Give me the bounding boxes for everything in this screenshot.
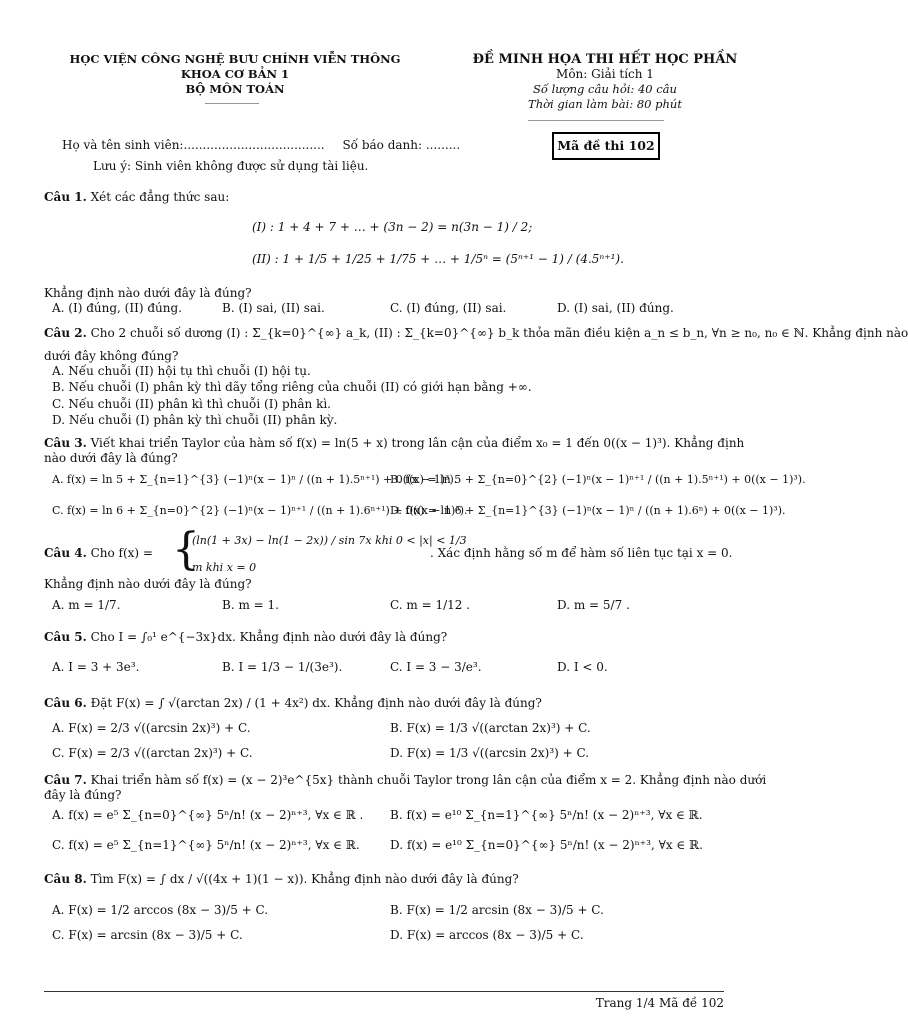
q4-option-c[interactable]: C. m = 1/12 .	[390, 598, 471, 612]
q8-option-b[interactable]: B. F(x) = 1/2 arcsin (8x − 3)/5 + C.	[390, 903, 604, 917]
q3-label: Câu 3.	[44, 436, 87, 450]
student-info-line	[62, 138, 460, 152]
q5-option-a[interactable]: A. I = 3 + 3e³.	[52, 660, 140, 674]
exam-subject: Môn: Giải tích 1	[556, 67, 654, 81]
q4-brace: {	[172, 524, 200, 575]
q8-label: Câu 8.	[44, 872, 87, 886]
q2-label: Câu 2.	[44, 326, 87, 340]
q8-stem	[44, 872, 519, 887]
q6-stem	[44, 696, 542, 711]
student-id-field: Số báo danh: .........	[342, 138, 461, 152]
q2-option-a[interactable]: A. Nếu chuỗi (II) hội tụ thì chuỗi (I) hội tụ.	[52, 364, 311, 378]
q6-option-d[interactable]: D. F(x) = 1/3 √((arcsin 2x)³) + C.	[390, 746, 590, 760]
q3-stem	[44, 436, 745, 451]
page-footer: Trang 1/4 Mã đề 102	[595, 996, 724, 1010]
q3-text: Viết khai triển Taylor của hàm số f(x) = ln(5 + x) trong lân cận của điểm x₀ = 1 đến 0((x − 1)³). Khẳng định	[90, 436, 745, 450]
q7-option-a[interactable]: A. f(x) = e⁵ Σ_{n=0}^{∞} 5ⁿ/n! (x − 2)ⁿ⁺³, ∀x ∈ ℝ .	[52, 808, 364, 822]
q3-option-a[interactable]: A. f(x) = ln 5 + Σ_{n=1}^{3} (−1)ⁿ(x − 1)ⁿ / ((n + 1).5ⁿ⁺¹) + 0((x − 1)³).	[52, 473, 458, 486]
student-name-field: Họ và tên sinh viên:.....................................	[62, 138, 325, 152]
q5-stem	[44, 630, 447, 645]
q1-equation-2: (II) : 1 + 1/5 + 1/25 + 1/75 + … + 1/5ⁿ = (5ⁿ⁺¹ − 1) / (4.5ⁿ⁺¹).	[252, 252, 624, 266]
q7-label: Câu 7.	[44, 773, 87, 787]
q4-label: Câu 4.	[44, 546, 87, 560]
q8-text: Tìm F(x) = ∫ dx / √((4x + 1)(1 − x)). Khẳng định nào dưới đây là đúng?	[90, 872, 519, 886]
q8-option-d[interactable]: D. F(x) = arccos (8x − 3)/5 + C.	[390, 928, 584, 942]
q1-option-d[interactable]: D. (I) sai, (II) đúng.	[557, 301, 674, 315]
q1-label: Câu 1.	[44, 190, 87, 204]
q2-stem	[44, 326, 908, 341]
q4-stem	[44, 546, 153, 561]
q5-option-c[interactable]: C. I = 3 − 3/e³.	[390, 660, 482, 674]
q4-option-a[interactable]: A. m = 1/7.	[52, 598, 121, 612]
q3-text-continued: nào dưới đây là đúng?	[44, 451, 178, 465]
q3-option-b[interactable]: B. f(x) = ln 5 + Σ_{n=0}^{2} (−1)ⁿ(x − 1)ⁿ⁺¹ / ((n + 1).5ⁿ⁺¹) + 0((x − 1)³).	[390, 473, 806, 486]
exam-time: Thời gian làm bài: 80 phút	[528, 97, 682, 111]
q2-text-continued: dưới đây không đúng?	[44, 349, 179, 363]
exam-note: Lưu ý: Sinh viên không được sử dụng tài liệu.	[93, 159, 369, 173]
q8-option-a[interactable]: A. F(x) = 1/2 arccos (8x − 3)/5 + C.	[52, 903, 269, 917]
q7-option-d[interactable]: D. f(x) = e¹⁰ Σ_{n=0}^{∞} 5ⁿ/n! (x − 2)ⁿ⁺³, ∀x ∈ ℝ.	[390, 838, 703, 852]
exam-question-count: Số lượng câu hỏi: 40 câu	[533, 82, 677, 96]
q4-option-b[interactable]: B. m = 1.	[222, 598, 279, 612]
q1-equation-1: (I) : 1 + 4 + 7 + … + (3n − 2) = n(3n − 1) / 2;	[252, 220, 533, 234]
q6-option-c[interactable]: C. F(x) = 2/3 √((arctan 2x)³) + C.	[52, 746, 253, 760]
q5-label: Câu 5.	[44, 630, 87, 644]
q2-option-b[interactable]: B. Nếu chuỗi (I) phân kỳ thì dãy tổng riêng của chuỗi (II) có giới hạn bằng +∞.	[52, 380, 532, 394]
q4-option-d[interactable]: D. m = 5/7 .	[557, 598, 630, 612]
q1-option-c[interactable]: C. (I) đúng, (II) sai.	[390, 301, 507, 315]
q1-stem	[44, 190, 229, 205]
q4-case-1: (ln(1 + 3x) − ln(1 − 2x)) / sin 7x khi 0 < |x| < 1/3	[192, 534, 467, 547]
q1-option-b[interactable]: B. (I) sai, (II) sai.	[222, 301, 325, 315]
q6-option-a[interactable]: A. F(x) = 2/3 √((arcsin 2x)³) + C.	[52, 721, 251, 735]
q2-option-c[interactable]: C. Nếu chuỗi (II) phân kì thì chuỗi (I) phân kì.	[52, 397, 331, 411]
q7-text-continued: đây là đúng?	[44, 788, 122, 802]
q6-option-b[interactable]: B. F(x) = 1/3 √((arctan 2x)³) + C.	[390, 721, 591, 735]
q3-option-d[interactable]: D. f(x) = ln 6 + Σ_{n=1}^{3} (−1)ⁿ(x − 1)ⁿ / ((n + 1).6ⁿ) + 0((x − 1)³).	[390, 504, 786, 517]
q1-option-a[interactable]: A. (I) đúng, (II) đúng.	[52, 301, 182, 315]
institution-header	[40, 52, 430, 97]
q2-option-d[interactable]: D. Nếu chuỗi (I) phân kỳ thì chuỗi (II) phân kỳ.	[52, 413, 338, 427]
q1-text: Xét các đẳng thức sau:	[90, 190, 230, 204]
exam-code-box: Mã đề thi 102	[552, 132, 660, 160]
header-divider-right	[528, 120, 664, 121]
q1-prompt: Khẳng định nào dưới đây là đúng?	[44, 286, 252, 300]
q8-option-c[interactable]: C. F(x) = arcsin (8x − 3)/5 + C.	[52, 928, 243, 942]
q4-case-2: m khi x = 0	[192, 561, 257, 574]
faculty-name: KHOA CƠ BẢN 1	[180, 67, 290, 81]
q6-label: Câu 6.	[44, 696, 87, 710]
header-divider-left	[205, 103, 259, 104]
q5-option-b[interactable]: B. I = 1/3 − 1/(3e³).	[222, 660, 343, 674]
q5-text: Cho I = ∫₀¹ e^{−3x}dx. Khẳng định nào dưới đây là đúng?	[90, 630, 448, 644]
q7-option-c[interactable]: C. f(x) = e⁵ Σ_{n=1}^{∞} 5ⁿ/n! (x − 2)ⁿ⁺³, ∀x ∈ ℝ.	[52, 838, 360, 852]
institution-name: HỌC VIỆN CÔNG NGHỆ BƯU CHÍNH VIỄN THÔNG	[69, 52, 401, 66]
q7-stem	[44, 773, 767, 788]
footer-rule	[44, 991, 724, 992]
q7-option-b[interactable]: B. f(x) = e¹⁰ Σ_{n=1}^{∞} 5ⁿ/n! (x − 2)ⁿ⁺³, ∀x ∈ ℝ.	[390, 808, 703, 822]
q2-text: Cho 2 chuỗi số dương (I) : Σ_{k=0}^{∞} a_k, (II) : Σ_{k=0}^{∞} b_k thỏa mãn điều kiện a_n ≤ b_n, ∀n ≥ n₀, n₀ ∈ ℕ. Khẳng định nào	[90, 326, 908, 340]
department-name: BỘ MÔN TOÁN	[185, 82, 285, 96]
q5-option-d[interactable]: D. I < 0.	[557, 660, 608, 674]
q4-text-after: . Xác định hằng số m để hàm số liên tục tại x = 0.	[430, 546, 733, 560]
exam-title: ĐỀ MINH HỌA THI HẾT HỌC PHẦN	[472, 52, 738, 67]
q3-option-c[interactable]: C. f(x) = ln 6 + Σ_{n=0}^{2} (−1)ⁿ(x − 1)ⁿ⁺¹ / ((n + 1).6ⁿ⁺¹) + 0((x − 1)³).	[52, 504, 468, 517]
q7-text: Khai triển hàm số f(x) = (x − 2)³e^{5x} thành chuỗi Taylor trong lân cận của điểm x = 2. Khẳng định nào dưới	[90, 773, 767, 787]
q4-text: Cho f(x) =	[90, 546, 153, 560]
exam-header	[455, 52, 755, 112]
q6-text: Đặt F(x) = ∫ √(arctan 2x) / (1 + 4x²) dx. Khẳng định nào dưới đây là đúng?	[90, 696, 542, 710]
q4-prompt: Khẳng định nào dưới đây là đúng?	[44, 577, 252, 591]
